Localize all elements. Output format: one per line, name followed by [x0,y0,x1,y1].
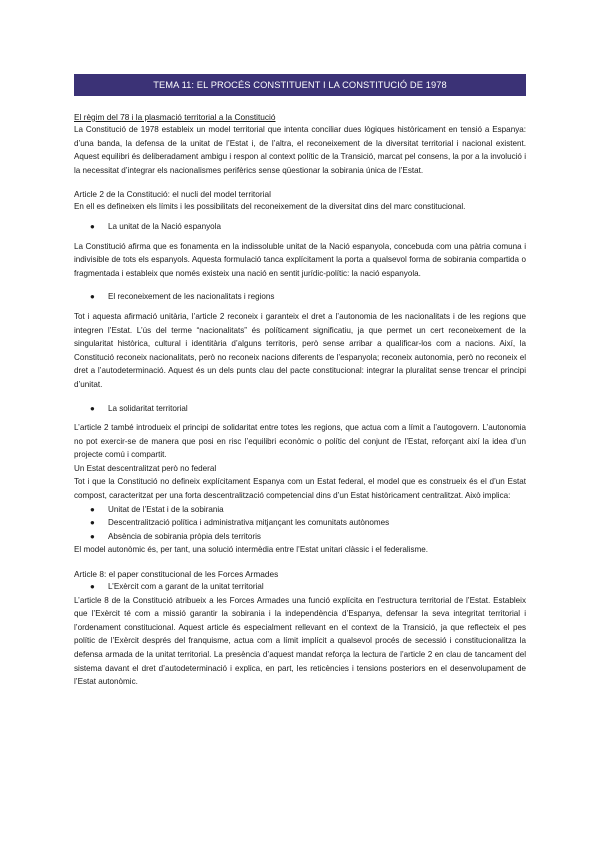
bullet-icon: ● [90,221,95,231]
document-page [74,74,526,689]
bullet-item-exercit [74,580,526,594]
implica-item [74,503,526,517]
article-8-paragraph: L’article 8 de la Constitució atribueix a les Forces Armades una funció explícita en l’estructura territorial de l’Estat. Estableix que l’Exèrcit té com a missió garantir la sobirania i la independència d’Espanya, defensar la seva integritat territorial i l’ordenament constitucional. Aquest article és especialment rellevant en el context de la Transició, ja que reflecteix el pes polític de l’Exèrcit després del franquisme, actua com a límit implícit a qualsevol procés de secessió i constitucionalitza la defensa armada de la unitat territorial. La presència d’aquest mandat reforça la lectura de l’article 2 en clau de tancament del sistema davant el dret d’autodeterminació i explica, en part, les reticències i tensions posteriors en el desenvolupament de l’Estat autonòmic. [74,595,526,687]
bullet-label: La solidaritat territorial [108,403,188,413]
implica-item [74,530,526,544]
implica-label: Absència de sobirania pròpia dels territoris [108,531,261,541]
article-2-intro-paragraph: En ell es defineixen els límits i les possibilitats del reconeixement de la diversitat dins del marc constitucional. [74,202,466,212]
implica-item [74,516,526,530]
bullet-label: La unitat de la Nació espanyola [108,221,221,231]
section-heading-intro: El règim del 78 i la plasmació territorial a la Constitució [74,112,276,122]
bullet-item-solidaritat [74,402,526,416]
bullet-label: El reconeixement de les nacionalitats i regions [108,292,275,302]
bullet-icon: ● [90,531,95,541]
bullet-item-unitat [74,220,526,234]
implica-label: Unitat de l’Estat i de la sobirania [108,504,224,514]
section-heading-article-2: Article 2 de la Constitució: el nucli del model territorial [74,189,271,200]
bullet-icon: ● [90,292,95,302]
intro-paragraph: La Constitució de 1978 estableix un model territorial que intenta conciliar dues lògiques històricament en tensió a Espanya: d’una banda, la defensa de la unitat de l’Estat i, de l’altra, el reconeixement de la diversitat territorial i nacional existent. Aquest equilibri és deliberadament ambigu i respon al context polític de la Transició, marcat pel consens, la por a la involució i la necessitat d’integrar els nacionalismes perifèrics sense qüestionar la sobirania única de l’Estat. [74,125,526,175]
bullet-item-reconeixement [74,290,526,304]
reconeixement-paragraph: Tot i aquesta afirmació unitària, l’article 2 reconeix i garanteix el dret a l’autonomia de les nacionalitats i de les regions que integren l’Estat. L’ús del terme “nacionalitats” és políticament significatiu, ja que permet un cert reconeixement de la singularitat històrica, cultural i identitària d’alguns territoris, però sense arribar a qualificar-los com a nacions. Així, la Constitució reconeix nacionalitats, però no reconeix nacions diferents de l’espanyola; reconeix autonomia, però no reconeix el dret a l’autodeterminació. Aquest és un dels punts clau del pacte constitucional: integrar la pluralitat sense trencar el principi d’unitat. [74,311,526,389]
bullet-icon: ● [90,582,95,592]
bullet-icon: ● [90,518,95,528]
solidaritat-paragraph: L’article 2 també introdueix el principi de solidaritat entre totes les regions, que actua com a límit a l’autogovern. L’autonomia no pot exercir-se de manera que posi en risc l’equilibri econòmic o polític del conjunt de l’Estat, reforçant així la idea d’un projecte comú i compartit. [74,423,526,460]
bullet-icon: ● [90,403,95,413]
unitat-paragraph: La Constitució afirma que es fonamenta en la indissoluble unitat de la Nació espanyola, concebuda com una pàtria comuna i indivisible de tots els espanyols. Aquesta formulació tanca explícitament la porta a qualsevol forma de sobirania compartida o fragmentada i estableix que només existeix una nació en sentit jurídic-polític: la nació espanyola. [74,241,526,278]
conclusio-paragraph: El model autonòmic és, per tant, una solució intermèdia entre l’Estat unitari clàssic i el federalisme. [74,545,429,555]
descentralitzat-heading: Un Estat descentralitzat però no federal [74,463,217,473]
implica-label: Descentralització política i administrativa mitjançant les comunitats autònomes [108,518,390,528]
bullet-icon: ● [90,504,95,514]
descentralitzat-paragraph: Tot i que la Constitució no defineix explícitament Espanya com un Estat federal, el model que es construeix és el d’un Estat compost, caracteritzat per una forta descentralització competencial dins d’un Estat històricament centralitzat. Això implica: [74,477,526,501]
section-heading-article-8: Article 8: el paper constitucional de les Forces Armades [74,569,279,580]
title-banner: TEMA 11: EL PROCÉS CONSTITUENT I LA CONSTITUCIÓ DE 1978 [74,74,526,96]
bullet-label: L’Exèrcit com a garant de la unitat territorial [108,582,264,592]
